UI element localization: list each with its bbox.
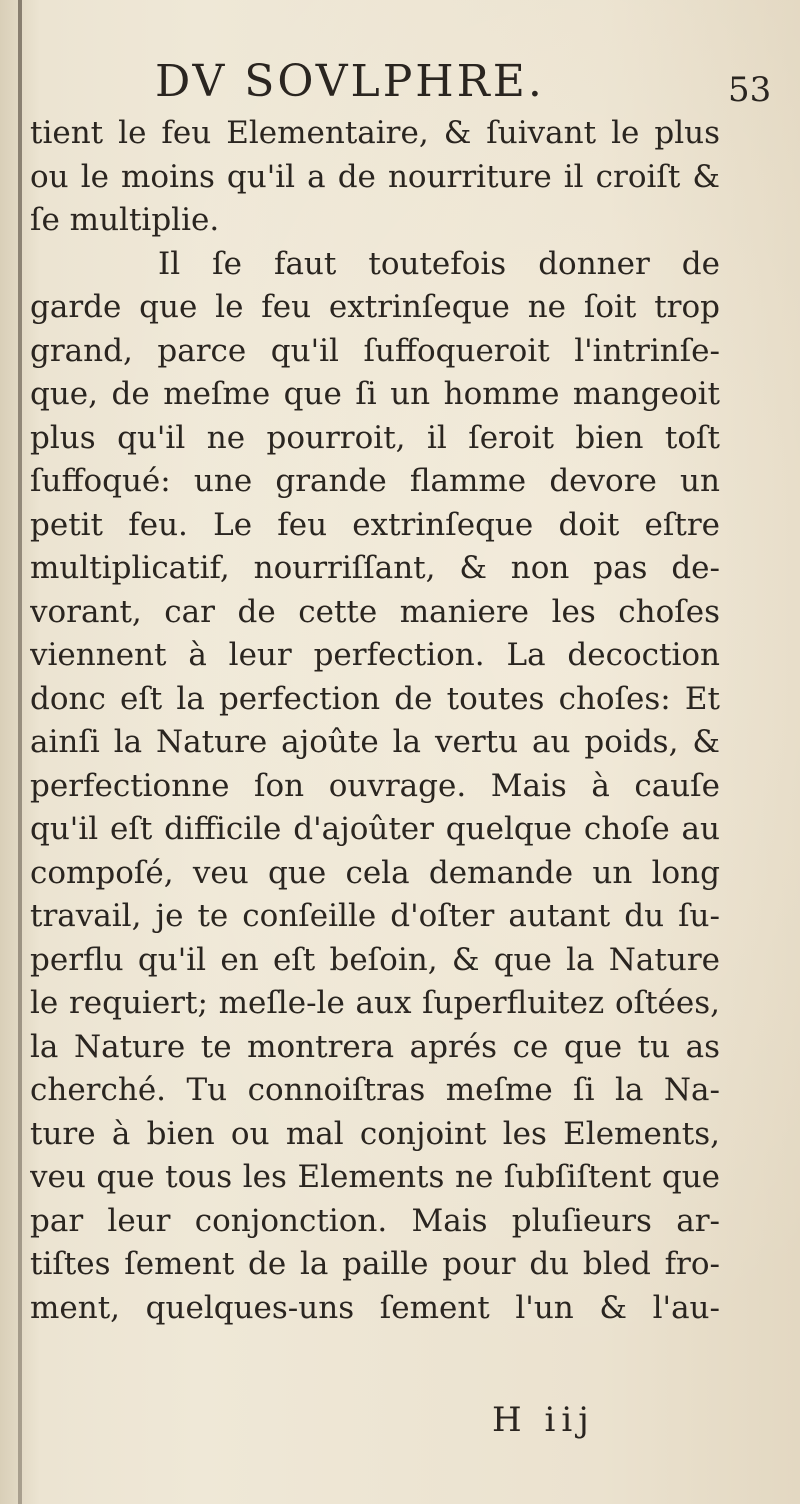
- text-line-27: tiſtes ſement de la paille pour du bled fro-: [30, 1246, 720, 1282]
- text-line-11: multiplicatif, nourriſſant, & non pas de-: [30, 550, 720, 586]
- text-line-18: compoſé, veu que cela demande un long: [30, 854, 720, 891]
- text-line-23: cherché. Tu connoiſtras meſme ſi la Na-: [30, 1072, 720, 1108]
- text-line-16: perfectionne ſon ouvrage. Mais à cauſe: [30, 767, 720, 804]
- text-line-3: ſe multiplie.: [30, 202, 220, 238]
- page-header: [0, 52, 800, 112]
- text-line-2: ou le moins qu'il a de nourriture il croiſt &: [30, 158, 720, 195]
- text-line-12: vorant, car de cette maniere les choſes: [30, 593, 720, 630]
- text-line-24: ture à bien ou mal conjoint les Elements,: [30, 1115, 720, 1152]
- text-line-1: tient le feu Elementaire, & ſuivant le plus: [30, 115, 720, 151]
- text-line-26: par leur conjonction. Mais pluſieurs ar-: [30, 1202, 720, 1239]
- signature-mark: H iij: [492, 1400, 595, 1440]
- text-line-19: travail, je te conſeille d'oſter autant du ſu-: [30, 898, 720, 934]
- text-line-14: donc eſt la perfection de toutes choſes: Et: [30, 680, 720, 717]
- text-line-22: la Nature te montrera aprés ce que tu as: [30, 1028, 720, 1065]
- page-number: 53: [728, 70, 772, 110]
- text-line-21: le requiert; meſle-le aux ſuperfluitez oſtées,: [30, 985, 720, 1021]
- text-line-4: Il ſe faut toutefois donner de: [30, 245, 720, 282]
- text-line-6: grand, parce qu'il ſuffoqueroit l'intrinſe-: [30, 332, 720, 369]
- text-line-5: garde que le feu extrinſeque ne ſoit trop: [30, 289, 720, 325]
- running-head: DV SOVLPHRE.: [155, 56, 545, 107]
- text-line-13: viennent à leur perfection. La decoction: [30, 637, 720, 673]
- text-line-7: que, de meſme que ſi un homme mangeoit: [30, 376, 720, 412]
- text-line-10: petit feu. Le feu extrinſeque doit eſtre: [30, 506, 720, 543]
- text-line-15: ainſi la Nature ajoûte la vertu au poids, &: [30, 724, 720, 760]
- body-text: [30, 112, 720, 1330]
- text-line-20: perflu qu'il en eſt beſoin, & que la Nature: [30, 941, 720, 978]
- text-line-28: ment, quelques-uns ſement l'un & l'au-: [30, 1289, 720, 1326]
- text-line-9: ſuffoqué: une grande flamme devore un: [30, 463, 720, 499]
- text-line-8: plus qu'il ne pourroit, il ſeroit bien toſt: [30, 419, 720, 456]
- page-gutter-edge: [18, 0, 22, 1504]
- text-line-25: veu que tous les Elements ne ſubſiſtent que: [30, 1159, 720, 1195]
- text-line-17: qu'il eſt difficile d'ajoûter quelque choſe au: [30, 811, 720, 847]
